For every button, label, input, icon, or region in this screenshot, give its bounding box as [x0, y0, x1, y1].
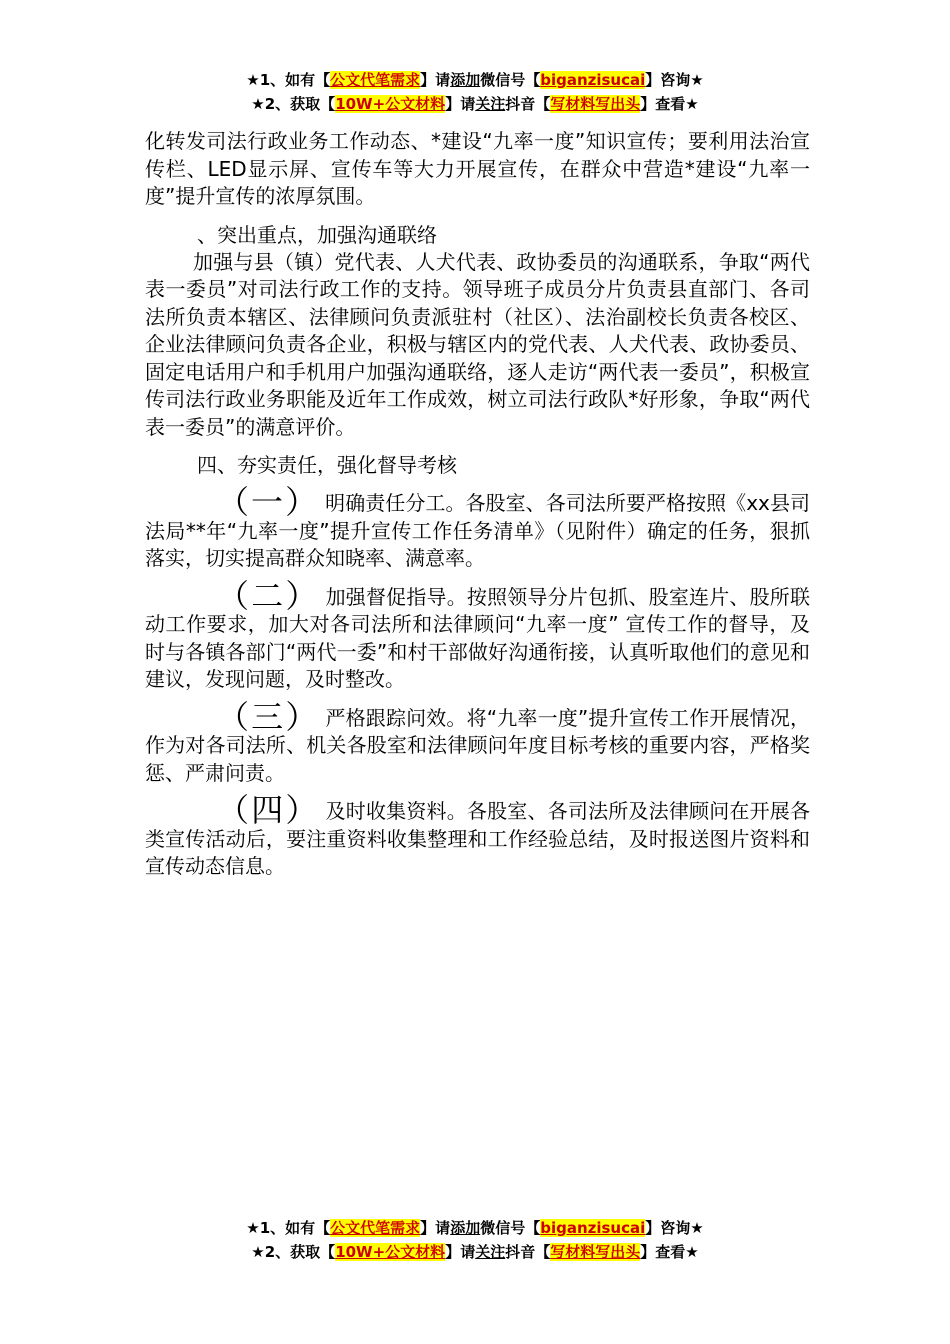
item-number: （二） — [217, 576, 320, 615]
banner-text: 】咨询★ — [645, 71, 704, 89]
header-banner — [0, 68, 950, 116]
banner-highlight: biganzisucai — [540, 1219, 646, 1237]
banner-emphasis: 添加 — [450, 1219, 481, 1237]
list-item — [145, 697, 810, 788]
banner-emphasis: 添加 — [450, 71, 481, 89]
banner-text: ★1、如有【 — [246, 71, 331, 89]
banner-emphasis: 关注 — [475, 95, 506, 113]
item-text: 明确责任分工。各股室、各司法所要严格按照《xx县司法局**年“九率一度”提升宣传工作任务清单》（见附件）确定的任务，狠抓落实，切实提高群众知晓率、满意率。 — [145, 491, 810, 570]
banner-text: 】请 — [445, 95, 476, 113]
item-number: （一） — [217, 483, 320, 521]
banner-highlight: 公文代笔需求 — [330, 1219, 421, 1237]
document-body — [145, 128, 810, 881]
section-heading: 、突出重点，加强沟通联络 — [197, 222, 437, 247]
banner-text: 抖音【 — [505, 1243, 551, 1261]
banner-highlight: 10W+公文材料 — [335, 95, 446, 113]
item-number: （三） — [217, 697, 320, 736]
banner-text: 微信号【 — [480, 1219, 541, 1237]
list-item — [145, 483, 810, 573]
banner-highlight: 写材料写出头 — [550, 1243, 641, 1261]
item-text: 严格跟踪问效。将“九率一度”提升宣传工作开展情况，作为对各司法所、机关各股室和法律顾问年度目标考核的重要内容，严格奖惩、严肃问责。 — [145, 705, 810, 785]
banner-line-2 — [0, 92, 950, 116]
banner-emphasis: 关注 — [475, 1243, 506, 1261]
section-heading: 四、夯实责任，强化督导考核 — [197, 453, 457, 477]
banner-line-1 — [0, 68, 950, 92]
list-item — [145, 791, 810, 881]
item-text: 及时收集资料。各股室、各司法所及法律顾问在开展各类宣传活动后，要注重资料收集整理和工作经验总结，及时报送图片资料和宣传动态信息。 — [145, 799, 810, 878]
banner-text: 】查看★ — [640, 95, 699, 113]
banner-highlight: 写材料写出头 — [550, 95, 641, 113]
banner-text: 微信号【 — [480, 71, 541, 89]
banner-text: 】请 — [445, 1243, 476, 1261]
banner-text: ★2、获取【 — [251, 1243, 336, 1261]
banner-text: 】咨询★ — [645, 1219, 704, 1237]
footer-banner — [0, 1216, 950, 1264]
banner-line-1 — [0, 1216, 950, 1240]
banner-line-2 — [0, 1240, 950, 1264]
banner-text: ★2、获取【 — [251, 95, 336, 113]
item-text: 加强督促指导。按照领导分片包抓、股室连片、股所联动工作要求，加大对各司法所和法律顾问“九率一度” 宣传工作的督导，及时与各镇各部门“两代一委”和村干部做好沟通衔接，认真听取他们的意见和建议，发现问题，及时整改。 — [145, 584, 810, 691]
list-item — [145, 576, 810, 694]
paragraph: 化转发司法行政业务工作动态、*建设“九率一度”知识宣传；要利用法治宣传栏、LED显示屏、宣传车等大力开展宣传，在群众中营造*建设“九率一度”提升宣传的浓厚氛围。 — [145, 129, 810, 208]
banner-text: ★1、如有【 — [246, 1219, 331, 1237]
banner-highlight: 10W+公文材料 — [335, 1243, 446, 1261]
banner-text: 抖音【 — [505, 95, 551, 113]
item-number: （四） — [217, 791, 320, 829]
banner-text: 】查看★ — [640, 1243, 699, 1261]
banner-text: 】请 — [420, 71, 451, 89]
paragraph: 加强与县（镇）党代表、人犬代表、政协委员的沟通联系，争取“两代表一委员”对司法行政工作的支持。领导班子成员分片负责县直部门、各司法所负责本辖区、法律顾问负责派驻村（社区）、法治副校长负责各校区、企业法律顾问负责各企业，积极与辖区内的党代表、人犬代表、政协委员、固定电话用户和手机用户加强沟通联络，逐人走访“两代表一委员”，积极宣传司法行政业务职能及近年工作成效，树立司法行政队*好形象，争取“两代表一委员”的满意评价。 — [145, 249, 810, 439]
banner-text: 】请 — [420, 1219, 451, 1237]
banner-highlight: biganzisucai — [540, 71, 646, 89]
banner-highlight: 公文代笔需求 — [330, 71, 421, 89]
